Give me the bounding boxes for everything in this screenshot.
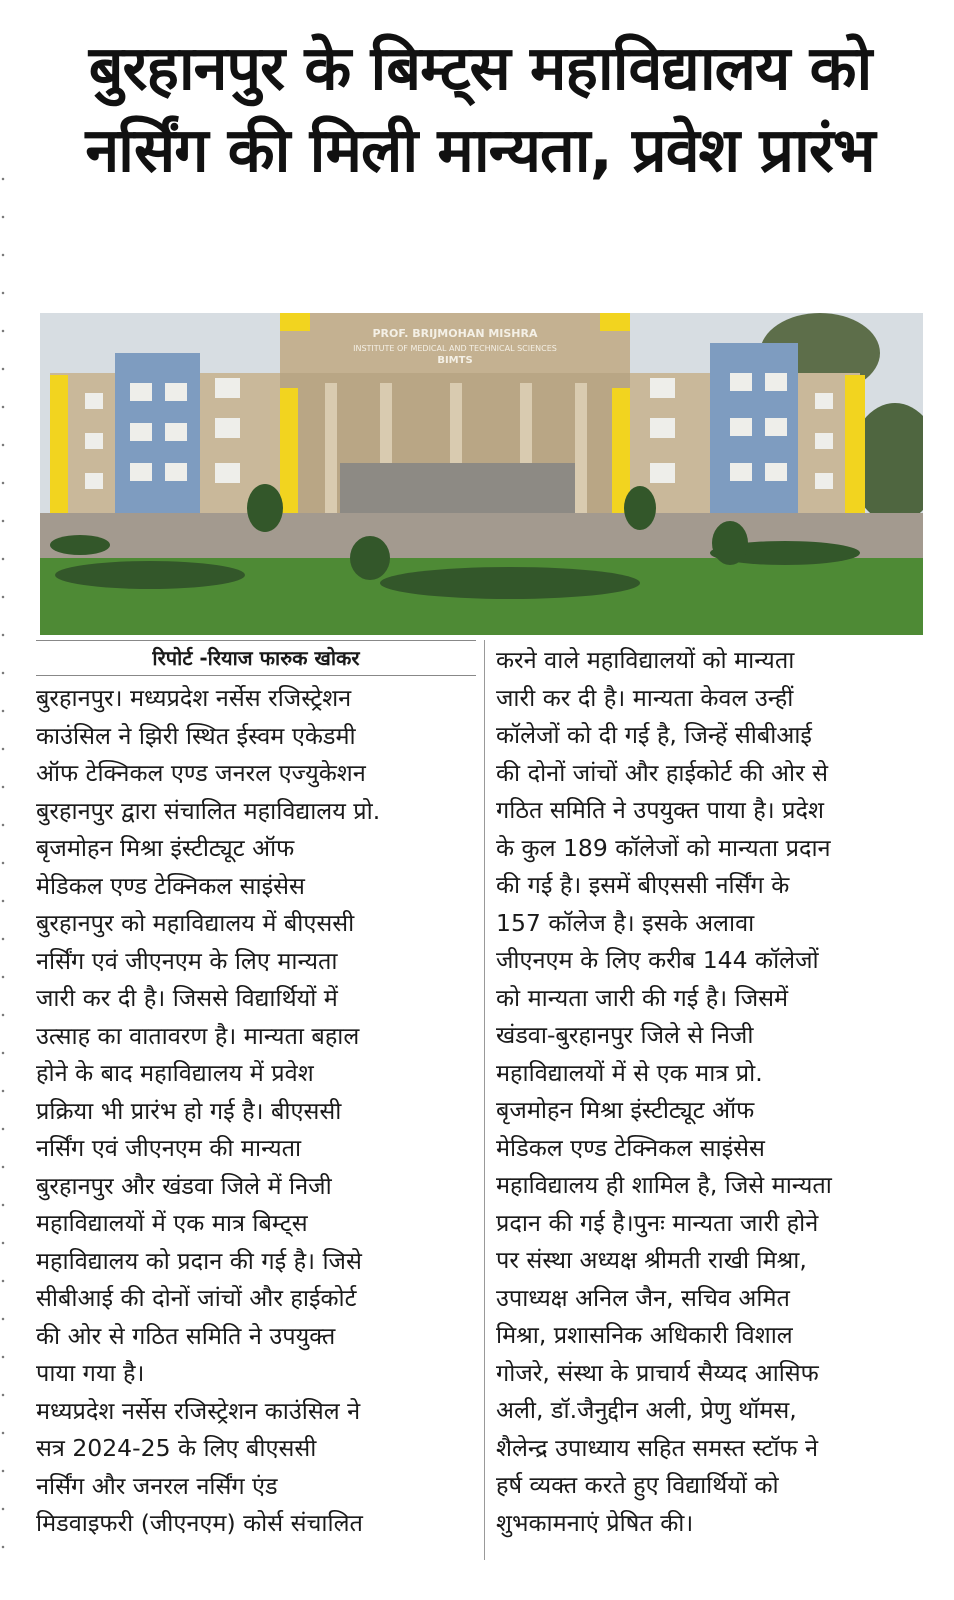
- text-line: गोजरे, संस्था के प्राचार्य सैय्यद आसिफ: [496, 1358, 819, 1387]
- text-line: बुरहानपुर और खंडवा जिले में निजी: [36, 1171, 332, 1200]
- text-line: हर्ष व्यक्त करते हुए विद्यार्थियों को: [496, 1471, 779, 1499]
- text-line: उत्साह का वातावरण है। मान्यता बहाल: [36, 1021, 360, 1050]
- text-line: पर संस्था अध्यक्ष श्रीमती राखी मिश्रा,: [496, 1246, 807, 1274]
- text-line: मेडिकल एण्ड टेक्निकल साइंसेस: [36, 871, 305, 900]
- text-line: बृजमोहन मिश्रा इंस्टीट्यूट ऑफ: [36, 834, 295, 862]
- text-line: जारी कर दी है। जिससे विद्यार्थियों में: [36, 984, 338, 1012]
- text-line: की दोनों जांचों और हाईकोर्ट की ओर से: [496, 758, 829, 787]
- text-line: के कुल 189 कॉलेजों को मान्यता प्रदान: [496, 833, 831, 862]
- sign-line-2: INSTITUTE OF MEDICAL AND TECHNICAL SCIENCES: [353, 344, 557, 353]
- text-line: कॉलेजों को दी गई है, जिन्हें सीबीआई: [496, 721, 812, 749]
- text-line: को मान्यता जारी की गई है। जिसमें: [496, 983, 789, 1012]
- headline-line-2: नर्सिंग की मिली मान्यता, प्रवेश प्रारंभ: [85, 115, 875, 186]
- article-column-1: [36, 680, 476, 1543]
- text-line: प्रदान की गई है।पुनः मान्यता जारी होने: [496, 1208, 819, 1237]
- text-line: जीएनएम के लिए करीब 144 कॉलेजों: [496, 946, 819, 974]
- text-line: ऑफ टेक्निकल एण्ड जनरल एज्युकेशन: [36, 759, 366, 787]
- text-line: पाया गया है।: [36, 1359, 145, 1387]
- text-line: उपाध्यक्ष अनिल जैन, सचिव अमित: [496, 1283, 790, 1312]
- text-line: मध्यप्रदेश नर्सेस रजिस्ट्रेशन काउंसिल ने: [36, 1396, 361, 1425]
- text-line: मिश्रा, प्रशासनिक अधिकारी विशाल: [496, 1321, 793, 1349]
- article-column-2: [496, 642, 936, 1542]
- text-line: मेडिकल एण्ड टेक्निकल साइंसेस: [496, 1133, 765, 1162]
- college-building-photo: [40, 313, 923, 635]
- text-line: नर्सिंग एवं जीएनएम के लिए मान्यता: [36, 946, 338, 975]
- text-line: काउंसिल ने झिरी स्थित ईस्वम एकेडमी: [36, 721, 356, 750]
- text-line: 157 कॉलेज है। इसके अलावा: [496, 908, 755, 937]
- text-line: शैलेन्द्र उपाध्याय सहित समस्त स्टॉफ ने: [496, 1433, 819, 1462]
- sign-line-3: BIMTS: [437, 355, 473, 366]
- byline: रिपोर्ट -रियाज फारुक खोकर: [36, 640, 476, 676]
- text-line: महाविद्यालय को प्रदान की गई है। जिसे: [36, 1246, 362, 1275]
- text-line: शुभकामनाएं प्रेषित की।: [496, 1508, 694, 1537]
- text-line: गठित समिति ने उपयुक्त पाया है। प्रदेश: [496, 796, 824, 824]
- text-line: सत्र 2024-25 के लिए बीएससी: [36, 1434, 317, 1462]
- text-line: नर्सिंग और जनरल नर्सिंग एंड: [36, 1471, 278, 1500]
- text-line: महाविद्यालयों में से एक मात्र प्रो.: [496, 1058, 763, 1087]
- text-line: महाविद्यालय ही शामिल है, जिसे मान्यता: [496, 1171, 832, 1199]
- text-line: बुरहानपुर द्वारा संचालित महाविद्यालय प्रो.: [36, 796, 381, 825]
- headline: [30, 28, 930, 192]
- text-line: खंडवा-बुरहानपुर जिले से निजी: [496, 1021, 754, 1049]
- text-line: की गई है। इसमें बीएससी नर्सिंग के: [496, 871, 790, 899]
- sign-line-1: PROF. BRIJMOHAN MISHRA: [372, 327, 538, 340]
- page-edge-dots: [0, 160, 6, 1560]
- column-divider: [484, 640, 485, 1560]
- text-line: बुरहानपुर। मध्यप्रदेश नर्सेस रजिस्ट्रेशन: [36, 684, 352, 712]
- text-line: प्रक्रिया भी प्रारंभ हो गई है। बीएससी: [36, 1096, 342, 1125]
- building-illustration: [40, 313, 923, 635]
- text-line: अली, डॉ.जैनुद्दीन अली, प्रेणु थॉमस,: [496, 1396, 797, 1424]
- text-line: नर्सिंग एवं जीएनएम की मान्यता: [36, 1134, 302, 1162]
- text-line: की ओर से गठित समिति ने उपयुक्त: [36, 1321, 336, 1350]
- text-line: बुरहानपुर को महाविद्यालय में बीएससी: [36, 909, 355, 937]
- text-line: करने वाले महाविद्यालयों को मान्यता: [496, 646, 795, 674]
- text-line: जारी कर दी है। मान्यता केवल उन्हीं: [496, 683, 794, 712]
- text-line: बृजमोहन मिश्रा इंस्टीट्यूट ऑफ: [496, 1096, 755, 1124]
- text-line: मिडवाइफरी (जीएनएम) कोर्स संचालित: [36, 1509, 363, 1537]
- text-line: होने के बाद महाविद्यालय में प्रवेश: [36, 1059, 314, 1087]
- text-line: सीबीआई की दोनों जांचों और हाईकोर्ट: [36, 1284, 357, 1312]
- headline-line-1: बुरहानपुर के बिम्ट्स महाविद्यालय को: [88, 33, 872, 104]
- text-line: महाविद्यालयों में एक मात्र बिम्ट्स: [36, 1209, 308, 1237]
